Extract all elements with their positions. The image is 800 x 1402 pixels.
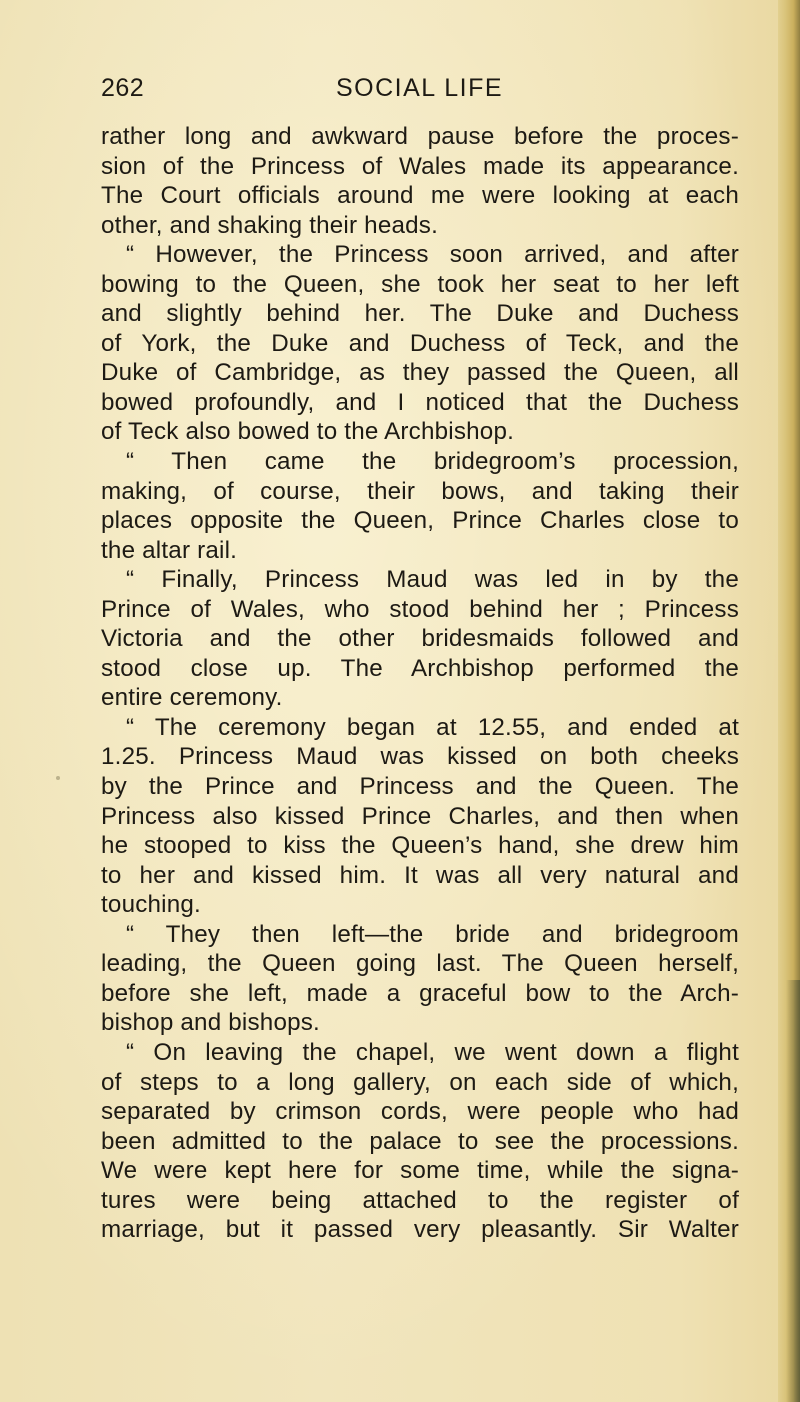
text-line: Prince of Wales, who stood behind her ; Princess bbox=[101, 595, 739, 623]
text-line: before she left, made a graceful bow to the Arch- bbox=[101, 979, 739, 1007]
body-text bbox=[101, 122, 739, 1245]
text-line: the altar rail. bbox=[101, 536, 238, 564]
text-line: to her and kissed him. It was all very natural and bbox=[101, 861, 739, 889]
page-number: 262 bbox=[101, 74, 145, 102]
text-line: “ Finally, Princess Maud was led in by the bbox=[126, 566, 739, 594]
page-header bbox=[101, 74, 741, 114]
text-line: touching. bbox=[101, 891, 201, 919]
text-line: places opposite the Queen, Prince Charles close to bbox=[101, 507, 739, 535]
text-line: by the Prince and Princess and the Queen. The bbox=[101, 773, 739, 801]
text-line: “ On leaving the chapel, we went down a flight bbox=[126, 1038, 739, 1066]
text-line: “ They then left—the bride and bridegroom bbox=[126, 920, 739, 948]
text-line: bishop and bishops. bbox=[101, 1009, 320, 1037]
text-line: of York, the Duke and Duchess of Teck, and the bbox=[101, 329, 739, 357]
text-line: “ The ceremony began at 12.55, and ended at bbox=[126, 713, 739, 741]
text-line: of steps to a long gallery, on each side of which, bbox=[101, 1068, 739, 1096]
text-line: “ Then came the bridegroom’s procession, bbox=[126, 448, 739, 476]
text-line: We were kept here for some time, while the signa- bbox=[101, 1157, 739, 1185]
text-line: of Teck also bowed to the Archbishop. bbox=[101, 418, 515, 446]
text-line: bowing to the Queen, she took her seat to her left bbox=[101, 270, 739, 298]
text-line: stood close up. The Archbishop performed the bbox=[101, 654, 739, 682]
page-edge-shadow bbox=[786, 980, 800, 1402]
text-line: tures were being attached to the register of bbox=[101, 1186, 739, 1214]
text-line: Duke of Cambridge, as they passed the Queen, all bbox=[101, 359, 739, 387]
text-line: Princess also kissed Prince Charles, and then when bbox=[101, 802, 739, 830]
text-line: and slightly behind her. The Duke and Duchess bbox=[101, 300, 739, 328]
text-line: other, and shaking their heads. bbox=[101, 211, 438, 239]
text-line: he stooped to kiss the Queen’s hand, she drew him bbox=[101, 832, 739, 860]
text-line: making, of course, their bows, and taking their bbox=[101, 477, 739, 505]
text-line: bowed profoundly, and I noticed that the Duchess bbox=[101, 388, 739, 416]
text-line: separated by crimson cords, were people who had bbox=[101, 1098, 739, 1126]
text-line: The Court officials around me were looking at each bbox=[101, 182, 739, 210]
text-line: 1.25. Princess Maud was kissed on both cheeks bbox=[101, 743, 739, 771]
text-line: entire ceremony. bbox=[101, 684, 283, 712]
text-line: marriage, but it passed very pleasantly. Sir Walter bbox=[101, 1216, 739, 1244]
text-line: rather long and awkward pause before the proces- bbox=[101, 123, 739, 150]
running-head: SOCIAL LIFE bbox=[336, 74, 504, 102]
text-line: “ However, the Princess soon arrived, and after bbox=[126, 241, 739, 269]
text-line: sion of the Princess of Wales made its appearance. bbox=[101, 152, 739, 180]
paper-speck bbox=[56, 776, 60, 780]
text-line: been admitted to the palace to see the processions. bbox=[101, 1127, 739, 1155]
text-line: leading, the Queen going last. The Queen herself, bbox=[101, 950, 739, 978]
text-line: Victoria and the other bridesmaids followed and bbox=[101, 625, 739, 653]
